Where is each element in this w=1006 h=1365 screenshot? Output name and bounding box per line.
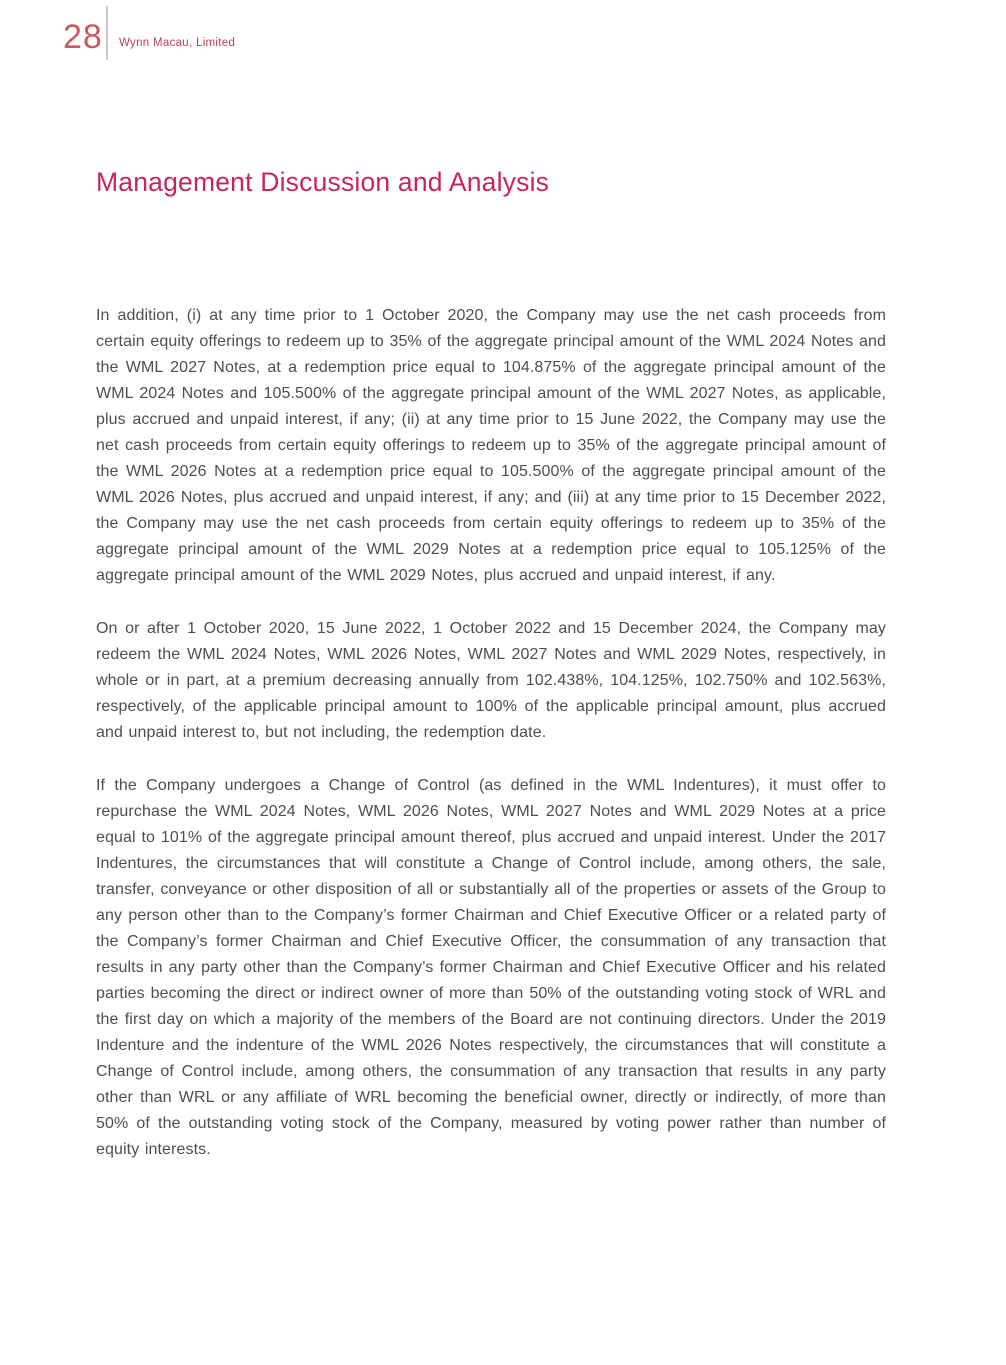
- header-divider: [106, 6, 108, 60]
- page-title: Management Discussion and Analysis: [96, 167, 550, 197]
- page-header: [0, 0, 1006, 90]
- body-text: [96, 303, 886, 1163]
- company-name: Wynn Macau, Limited: [119, 37, 236, 49]
- paragraph-change-of-control: If the Company undergoes a Change of Control (as defined in the WML Indentures), it must offer to repurchase the WML 2024 Notes, WML 2026 Notes, WML 2027 Notes and WML 2029 Notes at a price equal to 101% of the aggregate principal amount thereof, plus accrued and unpaid interest. Under the 2017 Indentures, the circumstances that will constitute a Change of Control include, among others, the sale, transfer, conveyance or other disposition of all or substantially all of the properties or assets of the Group to any person other than to the Company’s former Chairman and Chief Executive Officer or a related party of the Company’s former Chairman and Chief Executive Officer, the consummation of any transaction that results in any party other than the Company’s former Chairman and Chief Executive Officer and his related parties becoming the direct or indirect owner of more than 50% of the outstanding voting stock of WRL and the first day on which a majority of the members of the Board are not continuing directors. Under the 2019 Indenture and the indenture of the WML 2026 Notes respectively, the circumstances that will constitute a Change of Control include, among others, the consummation of any transaction that results in any party other than WRL or any affiliate of WRL becoming the beneficial owner, directly or indirectly, of more than 50% of the outstanding voting stock of the Company, measured by voting power rather than number of equity interests.: [96, 777, 886, 1158]
- paragraph-equity-offering-redemption: In addition, (i) at any time prior to 1 October 2020, the Company may use the net cash proceeds from certain equity offerings to redeem up to 35% of the aggregate principal amount of the WML 2024 Notes and the WML 2027 Notes, at a redemption price equal to 104.875% of the aggregate principal amount of the WML 2024 Notes and 105.500% of the aggregate principal amount of the WML 2027 Notes, as applicable, plus accrued and unpaid interest, if any; (ii) at any time prior to 15 June 2022, the Company may use the net cash proceeds from certain equity offerings to redeem up to 35% of the aggregate principal amount of the WML 2026 Notes at a redemption price equal to 105.500% of the aggregate principal amount of the WML 2026 Notes, plus accrued and unpaid interest, if any; and (iii) at any time prior to 15 December 2022, the Company may use the net cash proceeds from certain equity offerings to redeem up to 35% of the aggregate principal amount of the WML 2029 Notes at a redemption price equal to 105.125% of the aggregate principal amount of the WML 2029 Notes, plus accrued and unpaid interest, if any.: [96, 307, 886, 584]
- paragraph-redemption-premium-schedule: On or after 1 October 2020, 15 June 2022, 1 October 2022 and 15 December 2024, the Company may redeem the WML 2024 Notes, WML 2026 Notes, WML 2027 Notes and WML 2029 Notes, respectively, in whole or in part, at a premium decreasing annually from 102.438%, 104.125%, 102.750% and 102.563%, respectively, of the applicable principal amount to 100% of the applicable principal amount, plus accrued and unpaid interest to, but not including, the redemption date.: [96, 620, 886, 741]
- page-number: 28: [63, 18, 103, 56]
